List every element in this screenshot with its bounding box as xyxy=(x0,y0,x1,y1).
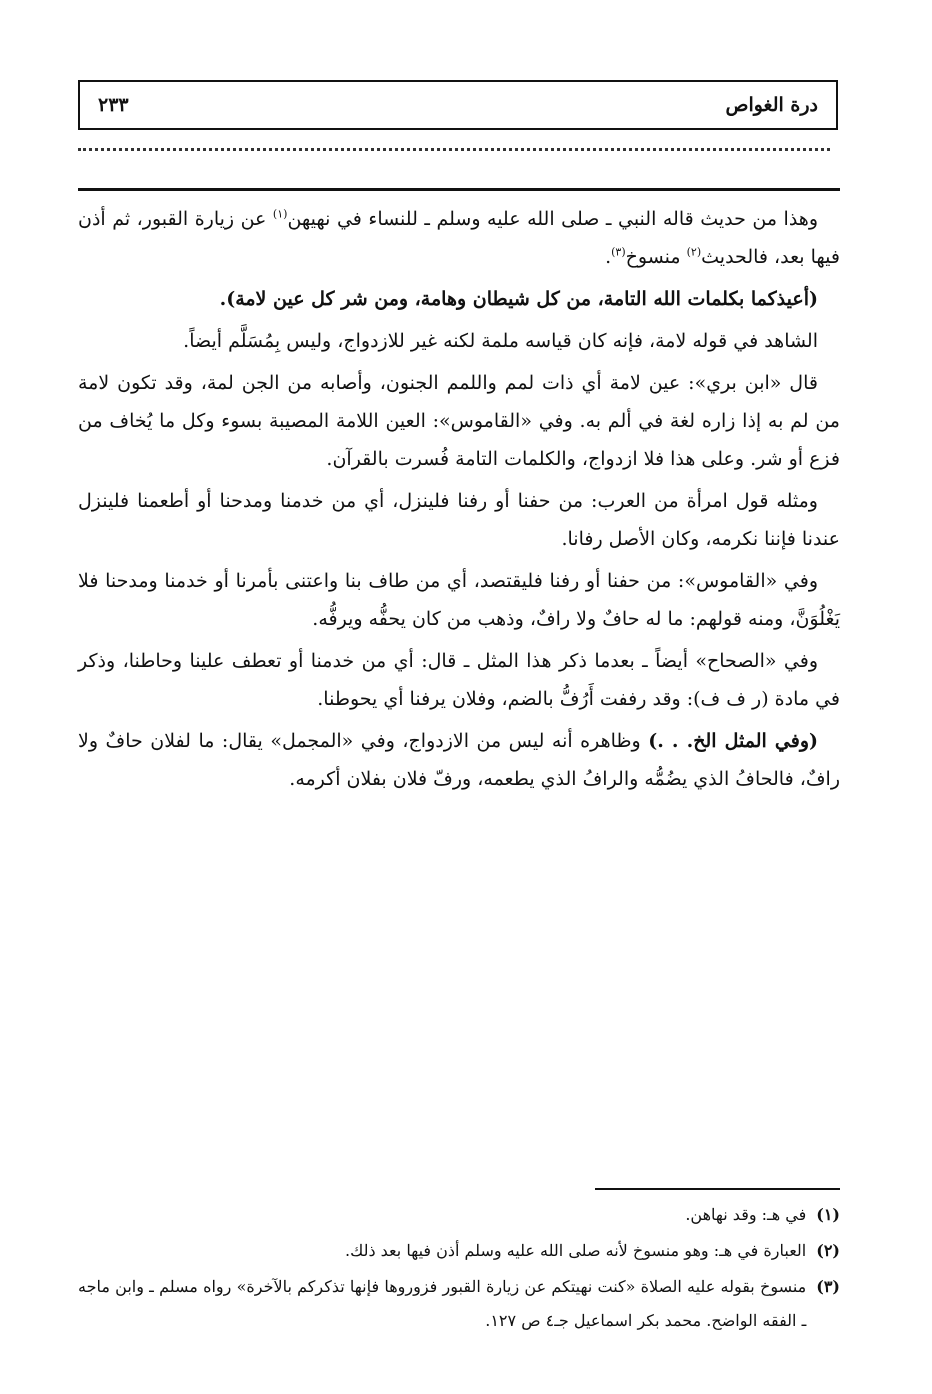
footnote-ref-3[interactable]: (٣) xyxy=(611,245,626,259)
footnote-2 xyxy=(78,1234,840,1268)
dotted-divider xyxy=(78,148,830,151)
paragraph-5: ومثله قول امرأة من العرب: من حفنا أو رفنا فلينزل، أي من خدمنا ومدحنا أو أطعمنا فلينزل عندنا فإننا نكرمه، وكان الأصل رفانا. xyxy=(78,490,840,550)
footnote-number: (٢) xyxy=(816,1241,840,1260)
paragraph-6: وفي «القاموس»: من حفنا أو رفنا فليقتصد، أي من طاف بنا واعتنى بأمرنا أو خدمنا ومدحنا فلا يَغْلُوَنَّ، ومنه قولهم: ما له حافٌ ولا رافٌ، وذهب من كان يحفُّه ويرفُّه. xyxy=(78,570,840,630)
footnote-number: (٣) xyxy=(816,1277,840,1296)
header-title: درة الغواص xyxy=(725,94,818,116)
paragraph-8: (وفي المثل الخ. . .) وظاهره أنه ليس من الازدواج، وفي «المجمل» يقال: ما لفلان حافٌ ولا رافٌ، فالحافُ الذي يضُمُّه والرافُ الذي يطعمه، ورفّ فلان بفلان أكرمه. xyxy=(78,730,840,790)
top-rule xyxy=(78,188,840,191)
footnote-text: منسوخ بقوله عليه الصلاة «كنت نهيتكم عن زيارة القبور فزوروها فإنها تذكركم بالآخرة» رواه مسلم ـ وابن ماجه ـ الفقه الواضح. محمد بكر اسماعيل جـ٤ ص ١٢٧. xyxy=(78,1277,807,1330)
footnote-number: (١) xyxy=(816,1205,840,1224)
footnote-text: العبارة في هـ: وهو منسوخ لأنه صلى الله عليه وسلم أذن فيها بعد ذلك. xyxy=(345,1241,807,1260)
paragraph-1: وهذا من حديث قاله النبي ـ صلى الله عليه وسلم ـ للنساء في نهيهن$^{(١)}$ عن زيارة القبور، ثم أذن فيها بعد، فالحديث$^{(٢)}$ منسوخ$^{(٣)}$. xyxy=(78,207,840,268)
page-number: ٢٣٣ xyxy=(98,94,129,116)
paragraph-7: وفي «الصحاح» أيضاً ـ بعدما ذكر هذا المثل ـ قال: أي من خدمنا أو تعطف علينا وحاطنا، وذكر في مادة (ر ف ف): وقد رففت أَرُفُّ بالضم، وفلان يرفنا أي يحوطنا. xyxy=(78,650,840,710)
footnote-text: في هـ: وقد نهاهن. xyxy=(685,1205,807,1224)
paragraph-8-lead: (وفي المثل الخ. . .) xyxy=(648,730,818,752)
running-header xyxy=(78,80,838,130)
footnote-1 xyxy=(78,1198,840,1232)
main-text xyxy=(78,200,840,802)
paragraph-4: قال «ابن بري»: عين لامة أي ذات لمم واللمم الجنون، وأصابه من الجن لمة، وقد تكون لامة من لم به إذا زاره لغة في ألم به. وفي «القاموس»: العين اللامة المصيبة بسوء وكل ما يُخاف من فزع أو شر. وعلى هذا فلا ازدواج، والكلمات التامة فُسرت بالقرآن. xyxy=(78,372,840,470)
footnote-ref-2[interactable]: (٢) xyxy=(686,245,702,259)
footnote-ref-1[interactable]: (١) xyxy=(272,207,288,221)
footnote-separator xyxy=(595,1188,840,1190)
footnotes xyxy=(78,1198,840,1340)
paragraph-3: الشاهد في قوله لامة، فإنه كان قياسه ملمة لكنه غير للازدواج، وليس بِمُسَلَّم أيضاً. xyxy=(183,330,818,352)
footnote-3 xyxy=(78,1270,840,1338)
paragraph-2-quote: (أعيذكما بكلمات الله التامة، من كل شيطان وهامة، ومن شر كل عين لامة). xyxy=(219,288,818,310)
